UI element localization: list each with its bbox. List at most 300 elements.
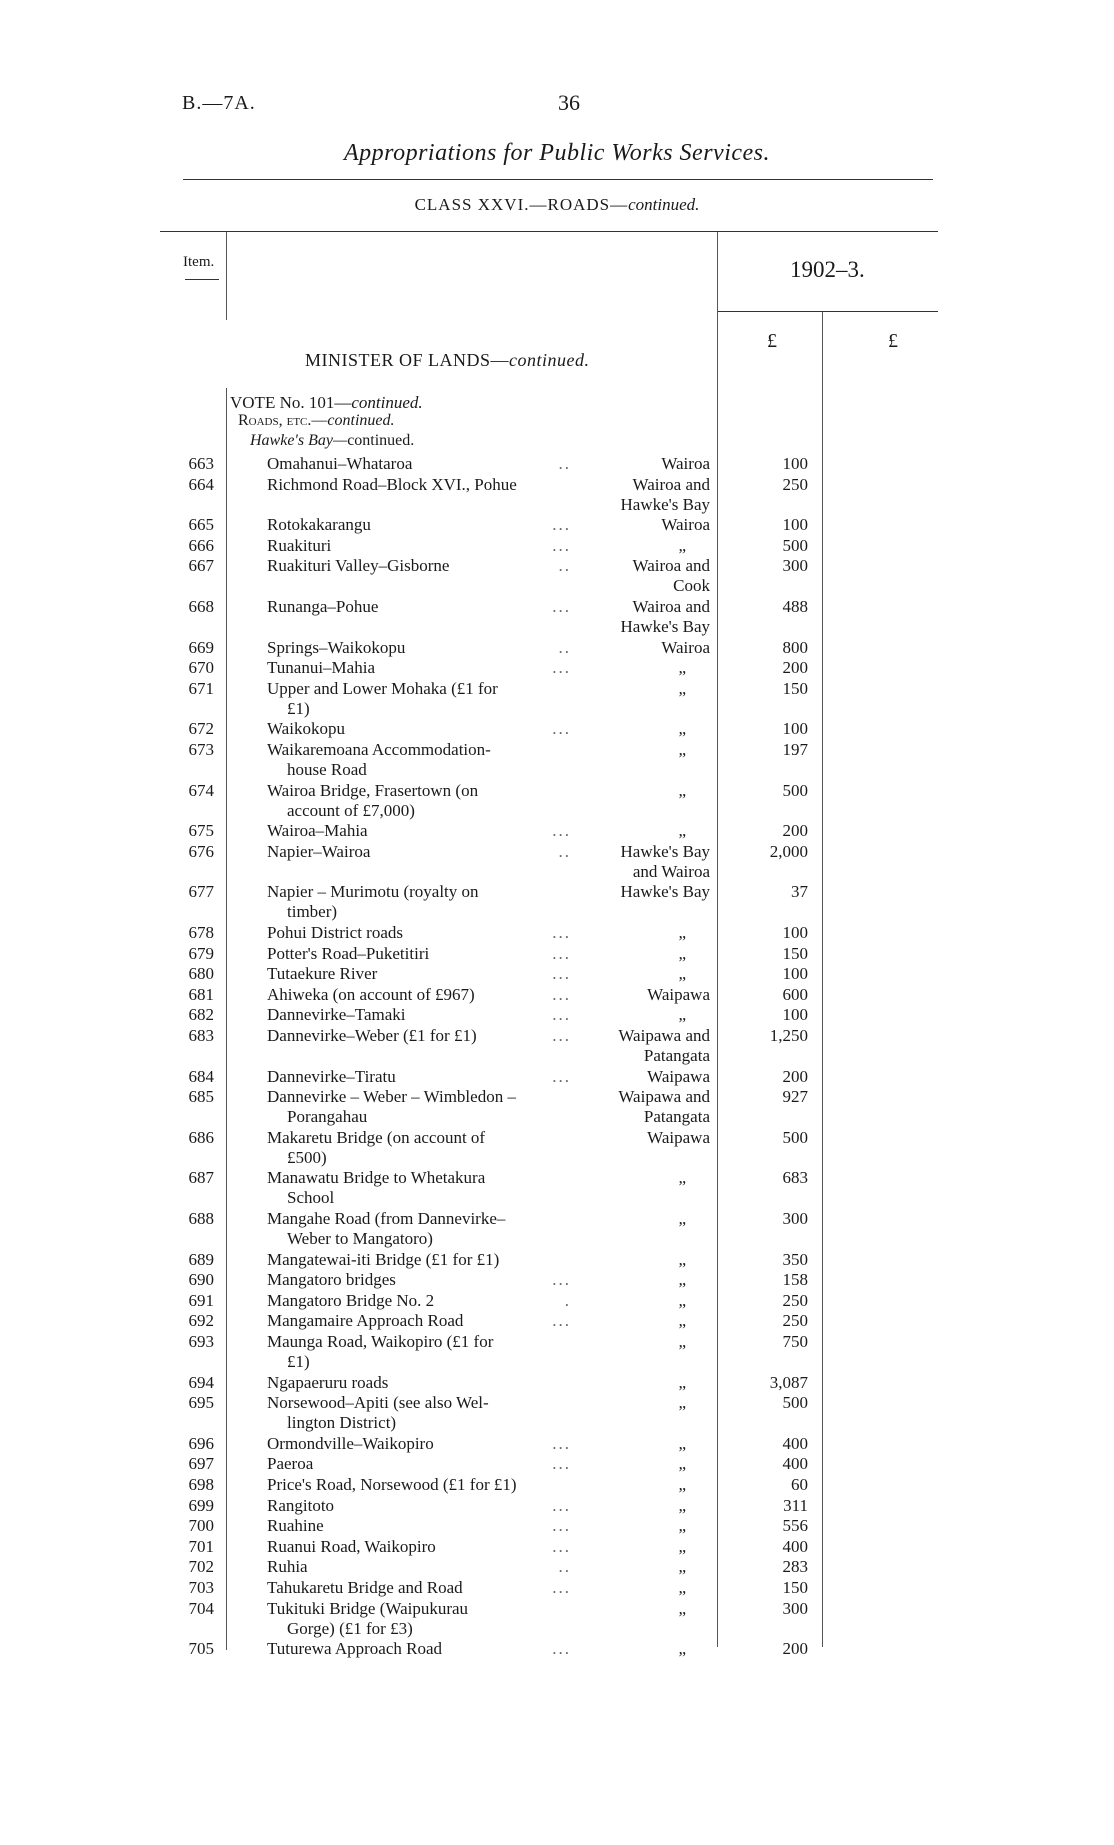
item-name <box>267 1291 577 1311</box>
district-line: „ <box>678 1209 686 1228</box>
leader-dots: ... <box>552 515 571 535</box>
amount: 350 <box>782 1249 808 1269</box>
column-divider-item-top <box>226 232 227 320</box>
amount: 400 <box>782 1433 808 1453</box>
item-name-line <box>267 1026 577 1046</box>
item-name <box>267 1599 577 1639</box>
district-line: „ <box>678 719 686 739</box>
amount: 683 <box>782 1168 808 1188</box>
leader-dots: ... <box>552 821 571 841</box>
amount: 2,000 <box>769 841 808 861</box>
district <box>575 1599 710 1619</box>
district-line: „ <box>678 658 686 678</box>
item-name-line: Richmond Road–Block XVI., Pohue <box>267 474 517 494</box>
item-number: 702 <box>188 1557 214 1577</box>
item-name-continuation: Gorge) (£1 for £3) <box>287 1618 413 1638</box>
district <box>575 842 710 882</box>
item-column-header: Item. <box>183 254 215 270</box>
item-name-line <box>267 638 577 658</box>
district-line: Waipawa <box>647 1127 710 1147</box>
district-line: Wairoa <box>661 454 710 473</box>
item-name-line <box>267 515 577 535</box>
item-number: 683 <box>188 1026 214 1045</box>
item-name-line: Mangahe Road (from Dannevirke– <box>267 1209 506 1228</box>
district <box>575 1393 710 1413</box>
district-line: „ <box>678 1578 686 1597</box>
item-name-line <box>267 1067 577 1087</box>
item-name-continuation: £1) <box>287 698 310 718</box>
item-name-text: Ruakituri Valley–Gisborne <box>267 556 450 576</box>
item-name <box>267 597 577 617</box>
item-name <box>267 1454 577 1474</box>
item-name-line <box>267 821 577 841</box>
district-line: „ <box>678 1270 686 1290</box>
item-name <box>267 944 577 964</box>
item-name-line <box>267 597 577 617</box>
item-number: 667 <box>188 556 214 576</box>
leader-dots: ... <box>552 923 571 942</box>
district <box>575 985 710 1005</box>
item-name-text: Waikokopu <box>267 719 345 739</box>
leader-dots: ... <box>552 1005 571 1025</box>
district-line: „ <box>678 1311 686 1331</box>
item-name-line: Maunga Road, Waikopiro (£1 for <box>267 1332 494 1351</box>
item-underline <box>185 279 219 280</box>
leader-dots: ... <box>552 1454 571 1474</box>
rule-table-top <box>160 231 938 232</box>
item-name-text: Napier–Wairoa <box>267 841 371 861</box>
column-divider-item <box>226 388 227 1650</box>
item-number: 685 <box>188 1087 214 1107</box>
district <box>575 1475 710 1495</box>
item-name <box>267 1332 577 1372</box>
item-number: 680 <box>188 964 214 984</box>
item-number: 686 <box>188 1127 214 1147</box>
item-name <box>267 1168 577 1208</box>
item-name-line <box>267 1434 577 1454</box>
page-title: Appropriations for Public Works Services. <box>343 140 771 166</box>
item-name-line <box>267 1291 577 1311</box>
district-line: „ <box>678 1290 686 1310</box>
district-line: „ <box>678 678 686 698</box>
item-name-line <box>267 1270 577 1290</box>
item-name-text: Potter's Road–Puketitiri <box>267 943 430 963</box>
amount: 197 <box>782 740 808 759</box>
district <box>575 1639 710 1659</box>
item-number: 678 <box>188 923 214 942</box>
leader-dots: ... <box>552 719 571 739</box>
vote-text: VOTE No. 101— <box>230 393 352 412</box>
district-line: „ <box>678 964 686 984</box>
item-number: 677 <box>188 882 214 902</box>
class-heading <box>0 195 1114 215</box>
item-name-line <box>267 1639 577 1659</box>
item-name-line <box>267 1454 577 1474</box>
class-heading-text: CLASS XXVI.—ROADS— <box>414 195 629 214</box>
item-name-continuation: account of £7,000) <box>287 800 415 820</box>
district <box>575 1128 710 1148</box>
minister-suffix: continued. <box>509 350 590 370</box>
item-name-line: Makaretu Bridge (on account of <box>267 1127 486 1147</box>
amount: 311 <box>783 1495 808 1515</box>
item-name-text: Paeroa <box>267 1454 314 1474</box>
amount: 600 <box>782 984 808 1004</box>
item-number: 689 <box>188 1249 214 1269</box>
district-line: Wairoa and <box>632 556 710 576</box>
district-line: Wairoa <box>661 515 710 535</box>
item-name-line: Ngapaeruru roads <box>267 1372 389 1392</box>
item-name <box>267 781 577 821</box>
item-name-line: Norsewood–Apiti (see also Wel- <box>267 1393 489 1413</box>
leader-dots: ... <box>552 984 571 1004</box>
item-number: 691 <box>188 1290 214 1310</box>
item-number: 682 <box>188 1005 214 1025</box>
item-number: 690 <box>188 1270 214 1290</box>
district <box>575 1270 710 1290</box>
amount: 750 <box>782 1332 808 1351</box>
item-name-text: Mangatoro Bridge No. 2 <box>267 1290 435 1310</box>
item-name-text: Tuturewa Approach Road <box>267 1639 443 1659</box>
item-name <box>267 1516 577 1536</box>
item-name <box>267 1087 577 1127</box>
leader-dots: ... <box>552 1026 571 1045</box>
item-name <box>267 1128 577 1168</box>
item-name-text: Dannevirke–Tiratu <box>267 1066 396 1086</box>
item-name <box>267 1209 577 1249</box>
amount: 150 <box>782 678 808 698</box>
item-name-text: Ruahine <box>267 1516 324 1536</box>
class-heading-suffix: continued. <box>628 195 700 214</box>
amount: 250 <box>782 1290 808 1310</box>
item-name <box>267 1434 577 1454</box>
roads-text: Roads, etc.— <box>238 412 328 429</box>
amount: 100 <box>782 964 808 984</box>
item-name-text: Mangamaire Approach Road <box>267 1311 464 1331</box>
column-divider-total <box>822 312 823 1647</box>
pound-header-1: £ <box>767 330 777 352</box>
item-name-line <box>267 985 577 1005</box>
item-name-line <box>267 944 577 964</box>
amount: 200 <box>782 1066 808 1086</box>
district-line: „ <box>678 923 686 942</box>
item-name <box>267 923 577 943</box>
leader-dots: . <box>564 1290 571 1310</box>
amount: 488 <box>782 597 808 616</box>
item-name <box>267 1557 577 1577</box>
district-line: „ <box>678 1475 686 1494</box>
item-name-continuation: house Road <box>287 760 367 779</box>
item-number: 701 <box>188 1536 214 1556</box>
district-line: Hawke's Bay <box>620 617 710 636</box>
item-number: 665 <box>188 515 214 535</box>
item-number: 668 <box>188 597 214 616</box>
district <box>575 556 710 596</box>
item-name-line <box>267 719 577 739</box>
district <box>575 1067 710 1087</box>
district-line: Hawke's Bay <box>620 882 710 902</box>
item-number: 681 <box>188 984 214 1004</box>
district <box>575 1087 710 1127</box>
vote-heading <box>230 393 423 413</box>
district <box>575 1496 710 1516</box>
leader-dots: ... <box>552 658 571 678</box>
leader-dots: ... <box>552 1495 571 1515</box>
item-number: 704 <box>188 1598 214 1618</box>
item-name-line <box>267 1311 577 1331</box>
amount: 150 <box>782 943 808 963</box>
item-name-text: Runanga–Pohue <box>267 597 379 616</box>
district <box>575 597 710 637</box>
rule-top <box>183 179 933 180</box>
item-name-line <box>267 842 577 862</box>
item-name <box>267 1270 577 1290</box>
amount: 500 <box>782 1127 808 1147</box>
item-number: 663 <box>188 454 214 473</box>
item-number: 692 <box>188 1311 214 1331</box>
item-name-line: Price's Road, Norsewood (£1 for £1) <box>267 1475 517 1494</box>
amount: 800 <box>782 637 808 657</box>
item-name <box>267 1639 577 1659</box>
amount: 158 <box>782 1270 808 1290</box>
item-name-text: Ahiweka (on account of £967) <box>267 984 475 1004</box>
item-name-line: Mangatewai-iti Bridge (£1 for £1) <box>267 1249 500 1269</box>
amount: 300 <box>782 1209 808 1228</box>
item-name-line <box>267 1005 577 1025</box>
item-name-line: Napier – Murimotu (royalty on <box>267 882 479 902</box>
item-name-line: Manawatu Bridge to Whetakura <box>267 1168 486 1188</box>
item-name <box>267 515 577 535</box>
item-number: 684 <box>188 1066 214 1086</box>
item-name <box>267 740 577 780</box>
item-name-continuation: £500) <box>287 1147 327 1167</box>
leader-dots: .. <box>558 1557 571 1577</box>
amount: 60 <box>791 1475 808 1494</box>
district <box>575 1250 710 1270</box>
item-number: 698 <box>188 1475 214 1494</box>
district-line: „ <box>678 1393 686 1413</box>
district-line: Wairoa and <box>632 474 710 494</box>
item-number: 676 <box>188 841 214 861</box>
item-number: 693 <box>188 1332 214 1351</box>
item-name-line: Upper and Lower Mohaka (£1 for <box>267 678 498 698</box>
leader-dots: ... <box>552 943 571 963</box>
district-line: „ <box>678 1005 686 1025</box>
amount: 100 <box>782 1005 808 1025</box>
district-line: Wairoa <box>661 637 710 657</box>
item-number: 688 <box>188 1209 214 1228</box>
item-name-line <box>267 1496 577 1516</box>
region-text: Hawke's Bay— <box>250 432 348 449</box>
pound-header-2: £ <box>888 330 898 352</box>
amount: 150 <box>782 1578 808 1597</box>
item-name-line: Dannevirke – Weber – Wimbledon – <box>267 1087 516 1107</box>
item-number: 673 <box>188 740 214 759</box>
item-number: 694 <box>188 1372 214 1392</box>
item-number: 705 <box>188 1639 214 1659</box>
item-name-continuation: Porangahau <box>287 1107 368 1127</box>
district-line: Patangata <box>643 1046 710 1065</box>
amount: 200 <box>782 821 808 841</box>
item-name-continuation: Weber to Mangatoro) <box>287 1229 433 1248</box>
item-name-line <box>267 1516 577 1536</box>
district <box>575 740 710 760</box>
item-name <box>267 821 577 841</box>
item-name <box>267 1537 577 1557</box>
amount: 3,087 <box>769 1372 808 1392</box>
item-name <box>267 882 577 922</box>
item-name-text: Tunanui–Mahia <box>267 658 375 678</box>
district <box>575 454 710 474</box>
item-name-text: Ormondville–Waikopiro <box>267 1433 434 1453</box>
item-number: 672 <box>188 719 214 739</box>
item-name <box>267 1067 577 1087</box>
minister-text: MINISTER OF LANDS— <box>305 350 510 370</box>
year-column-header: 1902–3. <box>790 257 865 282</box>
amount: 500 <box>782 535 808 555</box>
leader-dots: .. <box>558 556 571 576</box>
item-name <box>267 1250 577 1270</box>
item-name-line: Tukituki Bridge (Waipukurau <box>267 1598 469 1618</box>
leader-dots: ... <box>552 1311 571 1331</box>
item-name <box>267 658 577 678</box>
leader-dots: .. <box>558 841 571 861</box>
district-line: Waipawa <box>647 984 710 1004</box>
leader-dots: .. <box>558 454 571 473</box>
district <box>575 1026 710 1066</box>
item-name-text: Pohui District roads <box>267 923 403 942</box>
district-line: „ <box>678 1536 686 1556</box>
district <box>575 658 710 678</box>
leader-dots: ... <box>552 1516 571 1536</box>
item-name-text: Omahanui–Whataroa <box>267 454 413 473</box>
district-line: and Wairoa <box>632 861 710 881</box>
district <box>575 679 710 699</box>
item-name-text: Rotokakarangu <box>267 515 371 535</box>
amount: 200 <box>782 1639 808 1659</box>
district-line: „ <box>678 943 686 963</box>
district <box>575 515 710 535</box>
item-number: 679 <box>188 943 214 963</box>
amount: 400 <box>782 1536 808 1556</box>
item-number: 674 <box>188 780 214 800</box>
rule-year <box>718 311 938 312</box>
leader-dots: ... <box>552 535 571 555</box>
item-name <box>267 475 577 495</box>
region-suffix: continued. <box>347 432 415 449</box>
district-line: Hawke's Bay <box>620 841 710 861</box>
item-name-line <box>267 536 577 556</box>
item-name-text: Tahukaretu Bridge and Road <box>267 1578 463 1597</box>
item-name <box>267 1311 577 1331</box>
amount: 250 <box>782 1311 808 1331</box>
item-name <box>267 985 577 1005</box>
item-number: 699 <box>188 1495 214 1515</box>
leader-dots: ... <box>552 597 571 616</box>
district-line: „ <box>678 780 686 800</box>
item-name <box>267 1475 577 1495</box>
roads-heading <box>238 412 395 430</box>
amount: 37 <box>791 882 808 902</box>
item-number: 697 <box>188 1454 214 1474</box>
district <box>575 1454 710 1474</box>
roads-suffix: continued. <box>327 412 395 429</box>
district-line: „ <box>678 1332 686 1351</box>
district <box>575 1332 710 1352</box>
item-name-line <box>267 923 577 943</box>
item-name <box>267 1026 577 1046</box>
district-line: „ <box>678 1433 686 1453</box>
district <box>575 1168 710 1188</box>
district-line: Wairoa and <box>632 597 710 616</box>
district-line: Patangata <box>643 1107 710 1127</box>
item-name-text: Tutaekure River <box>267 964 378 984</box>
amount: 300 <box>782 556 808 576</box>
district-line: „ <box>678 1639 686 1659</box>
item-number: 703 <box>188 1578 214 1597</box>
item-name-line: Waikaremoana Accommodation- <box>267 740 491 759</box>
district <box>575 1578 710 1598</box>
district <box>575 1373 710 1393</box>
amount: 100 <box>782 515 808 535</box>
item-name-line <box>267 454 577 474</box>
district-line: „ <box>678 1372 686 1392</box>
leader-dots: ... <box>552 1270 571 1290</box>
district <box>575 638 710 658</box>
item-number: 664 <box>188 474 214 494</box>
leader-dots: ... <box>552 1578 571 1597</box>
district <box>575 719 710 739</box>
district-line: „ <box>678 1495 686 1515</box>
district <box>575 1291 710 1311</box>
district <box>575 536 710 556</box>
item-name-continuation: £1) <box>287 1352 310 1371</box>
district <box>575 1557 710 1577</box>
item-name <box>267 719 577 739</box>
item-name <box>267 1373 577 1393</box>
district <box>575 1434 710 1454</box>
leader-dots: .. <box>558 637 571 657</box>
district <box>575 944 710 964</box>
item-number: 700 <box>188 1516 214 1536</box>
item-name-text: Ruanui Road, Waikopiro <box>267 1536 436 1556</box>
amount: 400 <box>782 1454 808 1474</box>
item-number: 670 <box>188 658 214 678</box>
district <box>575 1537 710 1557</box>
district-line: „ <box>678 1516 686 1536</box>
amount: 283 <box>782 1557 808 1577</box>
district-line: Waipawa and <box>618 1087 710 1107</box>
item-name-text: Ruhia <box>267 1557 308 1577</box>
district-line: „ <box>678 535 686 555</box>
district <box>575 781 710 801</box>
item-name-line <box>267 556 577 576</box>
item-name <box>267 454 577 474</box>
region-heading <box>250 432 414 450</box>
item-number: 675 <box>188 821 214 841</box>
leader-dots: ... <box>552 1536 571 1556</box>
amount: 100 <box>782 454 808 473</box>
minister-heading <box>305 350 590 371</box>
item-number: 695 <box>188 1393 214 1413</box>
district-line: „ <box>678 1454 686 1474</box>
district-line: Cook <box>673 576 710 596</box>
district-line: „ <box>678 1557 686 1577</box>
item-name <box>267 1393 577 1433</box>
district <box>575 1005 710 1025</box>
vote-suffix: continued. <box>351 393 423 412</box>
item-number: 669 <box>188 637 214 657</box>
item-name-line <box>267 1578 577 1598</box>
